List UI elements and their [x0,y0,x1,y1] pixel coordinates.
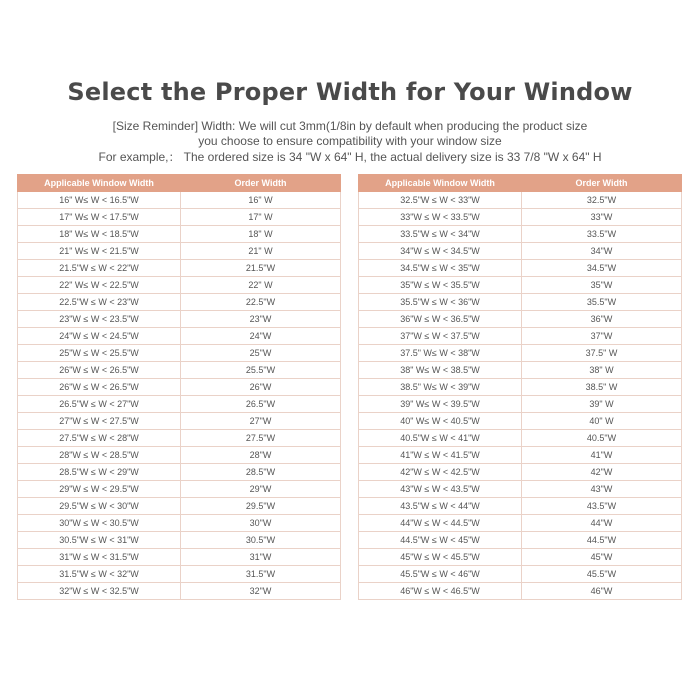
table-row [359,260,682,277]
order-width-cell: 28"W [181,447,341,464]
order-width-cell: 38" W [522,362,682,379]
table-row [18,209,341,226]
applicable-width-cell: 36"W ≤ W < 36.5"W [359,311,522,328]
applicable-width-cell: 39" W≤ W < 39.5"W [359,396,522,413]
applicable-width-cell: 35"W ≤ W < 35.5"W [359,277,522,294]
table-row [359,379,682,396]
table-row [18,226,341,243]
order-width-cell: 31.5"W [181,566,341,583]
table-row [359,362,682,379]
table-header-row [18,175,341,192]
order-width-cell: 34.5"W [522,260,682,277]
table-row [359,515,682,532]
page-title: Select the Proper Width for Your Window [67,78,633,106]
order-width-cell: 30"W [181,515,341,532]
table-row [359,311,682,328]
table-row [18,532,341,549]
order-width-cell: 27"W [181,413,341,430]
applicable-width-cell: 44"W ≤ W < 44.5"W [359,515,522,532]
order-width-cell: 32.5"W [522,192,682,209]
order-width-cell: 33"W [522,209,682,226]
table-row [18,396,341,413]
order-width-cell: 40" W [522,413,682,430]
order-width-cell: 40.5"W [522,430,682,447]
size-reminder-line-1: [Size Reminder] Width: We will cut 3mm(1/8in by default when producing the product size [112,119,588,133]
order-width-cell: 37.5" W [522,345,682,362]
order-width-cell: 29.5"W [181,498,341,515]
table-row [359,549,682,566]
applicable-width-cell: 38" W≤ W < 38.5"W [359,362,522,379]
table-row [359,481,682,498]
applicable-width-cell: 27.5"W ≤ W < 28"W [18,430,181,447]
applicable-width-cell: 26"W ≤ W < 26.5"W [18,362,181,379]
order-width-cell: 24"W [181,328,341,345]
size-reminder-line-2: you choose to ensure compatibility with your window size [198,134,502,148]
table-row [359,277,682,294]
table-row [18,328,341,345]
table-header-row [359,175,682,192]
size-table-left [17,174,341,600]
applicable-width-cell: 46"W ≤ W < 46.5"W [359,583,522,600]
applicable-width-cell: 21.5"W ≤ W < 22"W [18,260,181,277]
applicable-width-cell: 41"W ≤ W < 41.5"W [359,447,522,464]
order-width-cell: 45.5"W [522,566,682,583]
applicable-width-cell: 26.5"W ≤ W < 27"W [18,396,181,413]
order-width-cell: 21.5"W [181,260,341,277]
order-width-cell: 26"W [181,379,341,396]
applicable-width-cell: 32.5"W ≤ W < 33"W [359,192,522,209]
applicable-width-cell: 40" W≤ W < 40.5"W [359,413,522,430]
order-width-cell: 28.5"W [181,464,341,481]
applicable-width-cell: 45.5"W ≤ W < 46"W [359,566,522,583]
table-row [359,413,682,430]
applicable-width-cell: 17" W≤ W < 17.5"W [18,209,181,226]
applicable-width-cell: 16" W≤ W < 16.5"W [18,192,181,209]
order-width-cell: 38.5" W [522,379,682,396]
table-row [18,260,341,277]
applicable-width-cell: 34.5"W ≤ W < 35"W [359,260,522,277]
order-width-cell: 31"W [181,549,341,566]
applicable-width-cell: 43"W ≤ W < 43.5"W [359,481,522,498]
order-width-cell: 21" W [181,243,341,260]
order-width-cell: 39" W [522,396,682,413]
order-width-cell: 22" W [181,277,341,294]
order-width-cell: 41"W [522,447,682,464]
table-row [18,515,341,532]
table-row [359,328,682,345]
applicable-width-cell: 28.5"W ≤ W < 29"W [18,464,181,481]
applicable-width-cell: 31"W ≤ W < 31.5"W [18,549,181,566]
applicable-width-cell: 30.5"W ≤ W < 31"W [18,532,181,549]
size-table-right [358,174,682,600]
table-row [18,447,341,464]
table-row [18,481,341,498]
order-width-cell: 46"W [522,583,682,600]
table-row [359,566,682,583]
table-row [359,294,682,311]
table-row [18,192,341,209]
order-width-cell: 30.5"W [181,532,341,549]
order-width-cell: 43.5"W [522,498,682,515]
order-width-cell: 17" W [181,209,341,226]
order-width-cell: 36"W [522,311,682,328]
order-width-cell: 25"W [181,345,341,362]
applicable-width-cell: 24"W ≤ W < 24.5"W [18,328,181,345]
table-row [359,498,682,515]
order-width-cell: 22.5"W [181,294,341,311]
applicable-width-cell: 30"W ≤ W < 30.5"W [18,515,181,532]
order-width-cell: 44"W [522,515,682,532]
column-header-applicable-width: Applicable Window Width [18,175,181,192]
applicable-width-cell: 32"W ≤ W < 32.5"W [18,583,181,600]
applicable-width-cell: 44.5"W ≤ W < 45"W [359,532,522,549]
size-example-line: For example,： The ordered size is 34 "W x 64" H, the actual delivery size is 33 7/8 "W x 64" H [98,150,602,164]
applicable-width-cell: 34"W ≤ W < 34.5"W [359,243,522,260]
order-width-cell: 16" W [181,192,341,209]
column-header-applicable-width: Applicable Window Width [359,175,522,192]
table-row [18,583,341,600]
order-width-cell: 26.5"W [181,396,341,413]
order-width-cell: 44.5"W [522,532,682,549]
table-row [359,532,682,549]
order-width-cell: 37"W [522,328,682,345]
applicable-width-cell: 40.5"W ≤ W < 41"W [359,430,522,447]
applicable-width-cell: 35.5"W ≤ W < 36"W [359,294,522,311]
applicable-width-cell: 33.5"W ≤ W < 34"W [359,226,522,243]
applicable-width-cell: 25"W ≤ W < 25.5"W [18,345,181,362]
column-header-order-width: Order Width [522,175,682,192]
order-width-cell: 42"W [522,464,682,481]
applicable-width-cell: 31.5"W ≤ W < 32"W [18,566,181,583]
table-row [18,345,341,362]
table-row [18,498,341,515]
table-row [18,566,341,583]
table-row [18,311,341,328]
table-row [18,243,341,260]
column-header-order-width: Order Width [181,175,341,192]
order-width-cell: 32"W [181,583,341,600]
applicable-width-cell: 45"W ≤ W < 45.5"W [359,549,522,566]
table-row [18,464,341,481]
table-row [18,379,341,396]
applicable-width-cell: 22.5"W ≤ W < 23"W [18,294,181,311]
table-row [18,277,341,294]
order-width-cell: 29"W [181,481,341,498]
applicable-width-cell: 26"W ≤ W < 26.5"W [18,379,181,396]
applicable-width-cell: 33"W ≤ W < 33.5"W [359,209,522,226]
order-width-cell: 35.5"W [522,294,682,311]
applicable-width-cell: 29"W ≤ W < 29.5"W [18,481,181,498]
table-row [18,430,341,447]
applicable-width-cell: 28"W ≤ W < 28.5"W [18,447,181,464]
table-row [359,430,682,447]
table-row [359,396,682,413]
table-row [359,447,682,464]
table-row [359,209,682,226]
applicable-width-cell: 37"W ≤ W < 37.5"W [359,328,522,345]
order-width-cell: 27.5"W [181,430,341,447]
order-width-cell: 45"W [522,549,682,566]
table-row [359,345,682,362]
table-row [359,243,682,260]
applicable-width-cell: 38.5" W≤ W < 39"W [359,379,522,396]
applicable-width-cell: 42"W ≤ W < 42.5"W [359,464,522,481]
order-width-cell: 43"W [522,481,682,498]
applicable-width-cell: 29.5"W ≤ W < 30"W [18,498,181,515]
table-row [18,294,341,311]
applicable-width-cell: 37.5" W≤ W < 38"W [359,345,522,362]
table-row [359,192,682,209]
applicable-width-cell: 43.5"W ≤ W < 44"W [359,498,522,515]
table-row [18,549,341,566]
table-row [359,226,682,243]
applicable-width-cell: 18" W≤ W < 18.5"W [18,226,181,243]
table-row [18,362,341,379]
applicable-width-cell: 23"W ≤ W < 23.5"W [18,311,181,328]
order-width-cell: 25.5"W [181,362,341,379]
order-width-cell: 18" W [181,226,341,243]
applicable-width-cell: 21" W≤ W < 21.5"W [18,243,181,260]
table-row [359,464,682,481]
order-width-cell: 35"W [522,277,682,294]
table-row [18,413,341,430]
order-width-cell: 33.5"W [522,226,682,243]
order-width-cell: 23"W [181,311,341,328]
applicable-width-cell: 27"W ≤ W < 27.5"W [18,413,181,430]
applicable-width-cell: 22" W≤ W < 22.5"W [18,277,181,294]
order-width-cell: 34"W [522,243,682,260]
table-row [359,583,682,600]
